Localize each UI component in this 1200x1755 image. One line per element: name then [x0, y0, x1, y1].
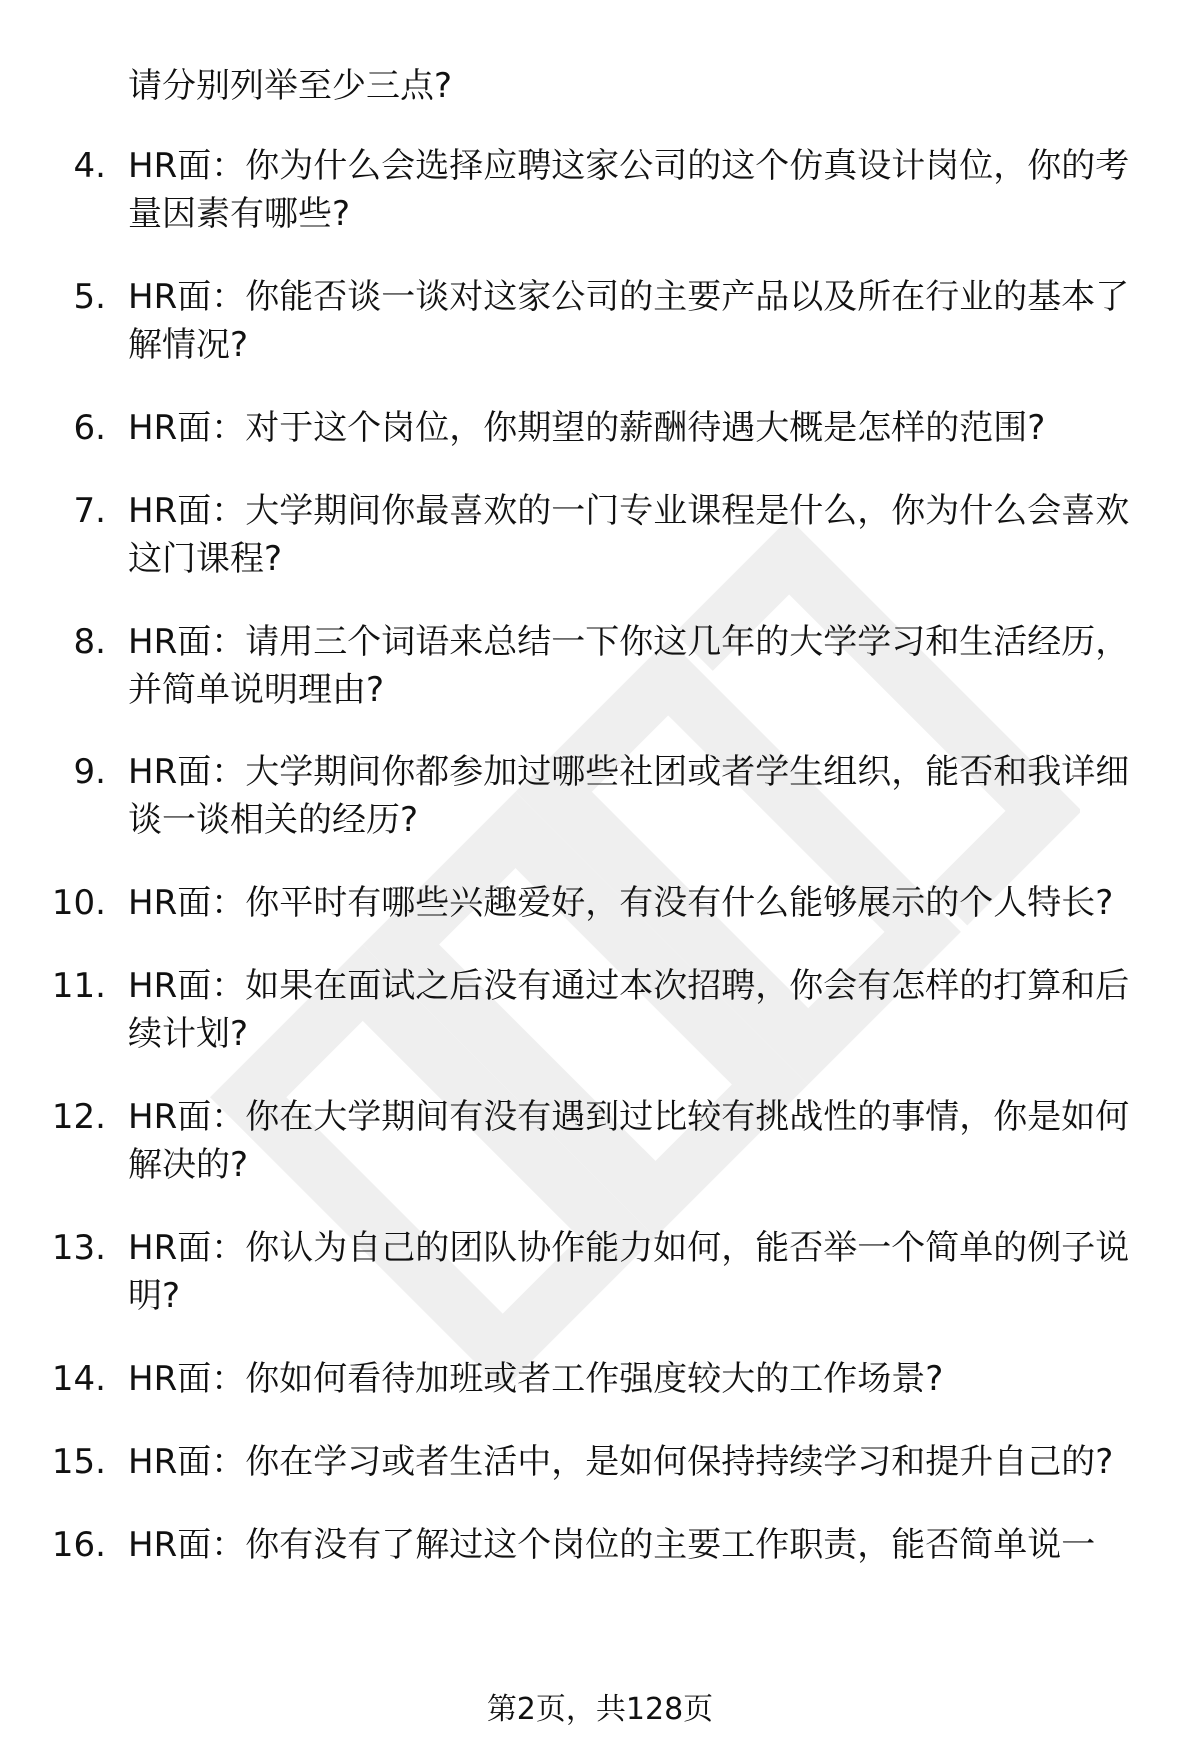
question-text: HR面：对于这个岗位，你期望的薪酬待遇大概是怎样的范围? — [128, 407, 1046, 448]
question-text: HR面：你能否谈一谈对这家公司的主要产品以及所在行业的基本了解情况? — [128, 276, 1130, 365]
question-number: 11. — [51, 966, 106, 1007]
list-item — [0, 142, 1148, 238]
list-item — [0, 1355, 1148, 1403]
list-item — [0, 1438, 1148, 1486]
question-text: HR面：大学期间你都参加过哪些社团或者学生组织，能否和我详细谈一谈相关的经历? — [128, 752, 1130, 841]
question-text: HR面：你在学习或者生活中，是如何保持持续学习和提升自己的? — [128, 1441, 1114, 1482]
question-text: HR面：你在大学期间有没有遇到过比较有挑战性的事情，你是如何解决的? — [128, 1097, 1130, 1186]
question-number: 7. — [73, 490, 106, 531]
list-item — [0, 1521, 1148, 1569]
question-number: 12. — [51, 1097, 106, 1138]
continuation-text: 请分别列举至少三点? — [128, 66, 453, 106]
list-item — [0, 273, 1148, 369]
question-number: 5. — [73, 276, 106, 317]
question-text: HR面：你有没有了解过这个岗位的主要工作职责，能否简单说一 — [128, 1524, 1096, 1565]
question-text: HR面：你认为自己的团队协作能力如何，能否举一个简单的例子说明? — [128, 1228, 1130, 1317]
question-text: HR面：你为什么会选择应聘这家公司的这个仿真设计岗位，你的考量因素有哪些? — [128, 146, 1130, 234]
question-number: 6. — [73, 407, 106, 448]
question-text: HR面：你平时有哪些兴趣爱好，有没有什么能够展示的个人特长? — [128, 883, 1114, 924]
question-number: 14. — [51, 1358, 106, 1399]
question-number: 4. — [73, 146, 106, 186]
question-number: 8. — [73, 621, 106, 662]
question-list — [0, 142, 1200, 1604]
list-item — [0, 1224, 1148, 1320]
question-text: HR面：如果在面试之后没有通过本次招聘，你会有怎样的打算和后续计划? — [128, 966, 1130, 1055]
list-item — [0, 879, 1148, 927]
question-number: 15. — [51, 1441, 106, 1482]
list-item — [0, 404, 1148, 452]
question-number: 13. — [51, 1228, 106, 1269]
question-text: HR面：大学期间你最喜欢的一门专业课程是什么，你为什么会喜欢这门课程? — [128, 490, 1130, 579]
question-text: HR面：请用三个词语来总结一下你这几年的大学学习和生活经历，并简单说明理由? — [128, 621, 1130, 710]
list-item — [0, 748, 1148, 844]
list-item — [0, 962, 1148, 1058]
question-text: HR面：你如何看待加班或者工作强度较大的工作场景? — [128, 1358, 944, 1399]
list-item — [0, 618, 1148, 714]
list-item — [0, 1093, 1148, 1189]
question-number: 9. — [73, 752, 106, 793]
question-number: 10. — [51, 883, 106, 924]
page-footer: 第2页，共128页 — [486, 1692, 714, 1727]
list-item — [0, 487, 1148, 583]
question-number: 16. — [51, 1524, 106, 1565]
